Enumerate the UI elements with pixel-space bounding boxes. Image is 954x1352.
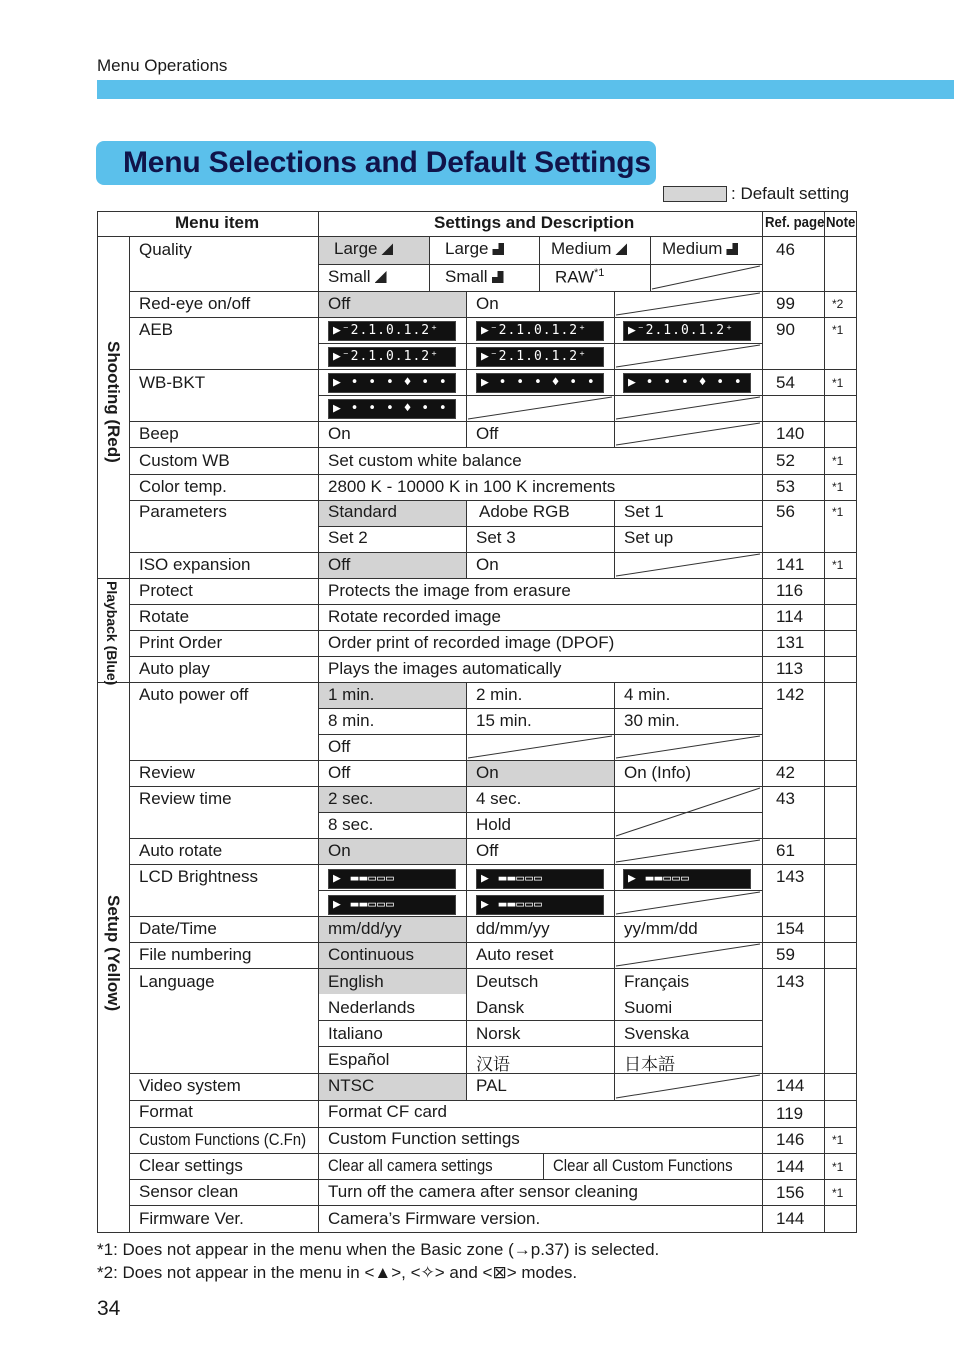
grid-line <box>539 236 540 292</box>
grid-line <box>466 552 467 579</box>
option: PAL <box>476 1076 507 1095</box>
lcd-display-icon <box>476 321 604 341</box>
option: Set 2 <box>328 528 368 547</box>
grid-line <box>466 317 467 370</box>
language-option: Français <box>624 972 690 991</box>
grid-line <box>466 838 467 865</box>
unused-cell-slash <box>466 395 614 421</box>
lcd-text: ▶ ▬▬▭▭▭ <box>333 871 395 886</box>
grid-line <box>466 916 467 943</box>
note-mark: *2 <box>832 297 844 311</box>
grid-line <box>466 968 467 1074</box>
lcd-text: ▶ ▬▬▭▭▭ <box>333 897 395 912</box>
option: yy/mm/dd <box>624 919 698 938</box>
option: Continuous <box>328 945 415 964</box>
unused-cell-slash <box>614 291 762 317</box>
option-medium: Medium <box>551 239 627 259</box>
portrait-mode-icon: ▲ <box>374 1263 392 1282</box>
group-playback: Playback (Blue) <box>104 581 120 686</box>
lcd-text: ▶⁻2.1.0.1.2⁺ <box>333 349 439 364</box>
option: On <box>476 294 499 313</box>
description: Camera’s Firmware version. <box>328 1209 541 1228</box>
unused-cell-slash <box>614 942 762 968</box>
option: Set 3 <box>476 528 516 547</box>
grid-line <box>129 1205 857 1206</box>
grid-line <box>318 1020 763 1021</box>
lcd-display-icon <box>623 869 751 889</box>
lcd-text: ▶ ▬▬▭▭▭ <box>481 897 543 912</box>
unused-cell-slash <box>650 264 762 291</box>
ref-page: 116 <box>776 581 804 600</box>
lcd-display-icon <box>476 869 604 889</box>
menu-item-label: AEB <box>139 320 174 339</box>
menu-item-label: WB-BKT <box>139 373 206 392</box>
grid-line <box>129 369 857 370</box>
option: Clear all camera settings <box>328 1156 493 1175</box>
ref-page: 46 <box>776 240 795 259</box>
ref-page: 113 <box>776 659 804 678</box>
grid-line <box>614 760 615 787</box>
grid-line <box>824 211 825 1233</box>
option: On <box>328 424 351 443</box>
ref-page: 53 <box>776 477 795 496</box>
option: On (Info) <box>624 763 692 782</box>
option: Off <box>328 555 351 574</box>
option: Off <box>476 424 499 443</box>
grid-line <box>129 236 130 1233</box>
unused-cell-slash <box>614 343 762 369</box>
menu-item-label: Quality <box>139 240 192 259</box>
grid-line <box>129 447 857 448</box>
ref-page: 59 <box>776 945 795 964</box>
grid-line <box>318 211 319 1233</box>
description: Set custom white balance <box>328 451 522 470</box>
lcd-text: ▶ ▬▬▭▭▭ <box>481 871 543 886</box>
option: 8 min. <box>328 711 375 730</box>
ref-page: 42 <box>776 763 795 782</box>
description: Order print of recorded image (DPOF) <box>328 633 615 652</box>
grid-line <box>129 916 857 917</box>
ref-page: 146 <box>776 1130 805 1149</box>
grid-line <box>129 1100 857 1101</box>
note-mark: *1 <box>832 1186 844 1200</box>
ref-page: 99 <box>776 294 795 313</box>
note-mark: *1 <box>832 480 844 494</box>
option: 2 sec. <box>328 789 374 808</box>
option: 4 min. <box>624 685 671 704</box>
ref-page: 43 <box>776 789 795 808</box>
menu-item-label: Video system <box>139 1076 241 1095</box>
grid-line <box>129 760 857 761</box>
footnote-1: *1: Does not appear in the menu when the Basic zone (→p.37) is selected. <box>97 1240 660 1259</box>
lcd-display-icon <box>328 373 466 393</box>
grid-line <box>318 708 763 709</box>
menu-item-label: Date/Time <box>139 919 217 938</box>
language-option: 日本語 <box>624 1055 675 1074</box>
grid-line <box>856 211 857 1233</box>
ref-page: 54 <box>776 373 795 392</box>
description: 2800 K - 10000 K in 100 K increments <box>328 477 616 496</box>
footnote-2: *2: Does not appear in the menu in <▲>, <✧> and <⊠> modes. <box>97 1263 578 1282</box>
grid-line <box>466 1073 467 1101</box>
ref-page: 119 <box>776 1104 804 1123</box>
grid-line <box>466 500 467 553</box>
menu-item-label: Review time <box>139 789 232 808</box>
option-raw: RAW$^{*1}$ <box>555 267 605 287</box>
ref-page: 90 <box>776 320 795 339</box>
menu-item-label: LCD Brightness <box>139 867 259 886</box>
menu-item-label: Review <box>139 763 195 782</box>
lcd-text: ▶⁻2.1.0.1.2⁺ <box>628 323 734 338</box>
language-option: Nederlands <box>328 998 415 1017</box>
grid-line <box>129 474 857 475</box>
language-option: Dansk <box>476 998 525 1017</box>
note-mark: *1 <box>832 1133 844 1147</box>
option: Set 1 <box>624 502 664 521</box>
unused-cell-slash <box>614 838 762 864</box>
option: 30 min. <box>624 711 680 730</box>
ref-page: 144 <box>776 1209 805 1228</box>
option: Adobe RGB <box>479 502 570 521</box>
option-small: Small <box>445 267 504 287</box>
description: Rotate recorded image <box>328 607 501 626</box>
header-menu-item: Menu item <box>175 213 260 232</box>
grid-line <box>429 236 430 292</box>
grid-line <box>129 682 857 683</box>
ref-page: 52 <box>776 451 795 470</box>
grid-line <box>614 968 615 1074</box>
option: Off <box>328 737 351 756</box>
option: 2 min. <box>476 685 523 704</box>
description: Format CF card <box>328 1102 448 1121</box>
lcd-text: ▶ • • • ♦ • • • <box>333 375 466 390</box>
lcd-text: ▶⁻2.1.0.1.2⁺ <box>481 323 587 338</box>
description: Plays the images automatically <box>328 659 562 678</box>
grid-line <box>129 864 857 865</box>
lcd-display-icon <box>328 347 456 367</box>
option: On <box>328 841 351 860</box>
menu-item-label: Firmware Ver. <box>139 1209 244 1228</box>
option: 1 min. <box>328 685 375 704</box>
grid-line <box>129 630 857 631</box>
option: Off <box>328 763 351 782</box>
menu-item-label: Custom WB <box>139 451 230 470</box>
ref-page: 144 <box>776 1076 805 1095</box>
note-mark: *1 <box>832 505 844 519</box>
option-medium: Medium <box>662 239 738 259</box>
unused-cell-slash <box>614 552 762 578</box>
menu-item-label: Clear settings <box>139 1156 243 1175</box>
lcd-display-icon <box>328 869 456 889</box>
grid-line <box>762 395 857 396</box>
grid-line <box>129 656 857 657</box>
ref-page: 154 <box>776 919 805 938</box>
unused-cell-slash <box>614 890 762 916</box>
ref-page: 140 <box>776 424 805 443</box>
grid-line <box>318 526 763 527</box>
option: 8 sec. <box>328 815 374 834</box>
option: Off <box>476 841 499 860</box>
default-legend <box>663 184 849 204</box>
lcd-display-icon <box>328 321 456 341</box>
grid-line <box>97 236 857 237</box>
description: Custom Function settings <box>328 1129 520 1148</box>
group-shooting: Shooting (Red) <box>104 341 123 463</box>
description: Turn off the camera after sensor cleaning <box>328 1182 638 1201</box>
option-large: Large <box>445 239 504 259</box>
grid-line <box>129 578 857 579</box>
lcd-display-icon <box>623 373 761 393</box>
grid-line <box>466 421 467 448</box>
lcd-text: ▶ • • • ♦ • • • <box>481 375 614 390</box>
menu-item-label: Format <box>139 1102 193 1121</box>
menu-item-label: Beep <box>139 424 179 443</box>
grid-line <box>97 211 857 212</box>
note-mark: *1 <box>832 376 844 390</box>
lcd-display-icon <box>328 399 466 419</box>
lcd-display-icon <box>328 895 456 915</box>
option-small: Small <box>328 267 387 287</box>
language-option: Suomi <box>624 998 673 1017</box>
note-mark: *1 <box>832 323 844 337</box>
header-note: Note <box>826 214 856 231</box>
option: On <box>476 763 499 782</box>
menu-item-label: Print Order <box>139 633 223 652</box>
option: 15 min. <box>476 711 532 730</box>
lcd-text: ▶⁻2.1.0.1.2⁺ <box>481 349 587 364</box>
menu-item-label: Language <box>139 972 215 991</box>
grid-line <box>466 942 467 969</box>
page-title: Menu Selections and Default Settings <box>123 146 651 179</box>
ref-page: 131 <box>776 633 805 652</box>
option: mm/dd/yy <box>328 919 402 938</box>
grid-line <box>129 500 857 501</box>
option: Off <box>328 294 351 313</box>
grid-line <box>466 760 467 787</box>
unused-cell-slash <box>614 1073 762 1100</box>
grid-line <box>466 786 467 839</box>
option: Auto reset <box>476 945 554 964</box>
option: On <box>476 555 499 574</box>
ref-page: 114 <box>776 607 804 626</box>
ref-page: 141 <box>776 555 805 574</box>
ref-page: 56 <box>776 502 795 521</box>
option: Set up <box>624 528 674 547</box>
note-mark: *1 <box>832 1160 844 1174</box>
header-ref-page: Ref. page <box>765 214 825 231</box>
menu-item-label: Color temp. <box>139 477 227 496</box>
unused-cell-slash <box>466 734 614 760</box>
ref-page: 144 <box>776 1157 805 1176</box>
language-option: Norsk <box>476 1024 521 1043</box>
option: 4 sec. <box>476 789 522 808</box>
lcd-display-icon <box>476 347 604 367</box>
section-label: Menu Operations <box>97 56 228 75</box>
option: Hold <box>476 815 511 834</box>
lcd-text: ▶ • • • ♦ • • • <box>628 375 761 390</box>
default-swatch <box>663 186 727 202</box>
unused-cell-slash <box>614 421 762 447</box>
menu-item-label: ISO expansion <box>139 555 251 574</box>
menu-item-label: Red-eye on/off <box>139 294 251 313</box>
menu-item-label: Parameters <box>139 502 227 521</box>
grid-line <box>466 291 467 318</box>
menu-item-label: Auto rotate <box>139 841 223 860</box>
settings-table <box>97 211 856 1232</box>
lcd-text: ▶ • • • ♦ • • • <box>333 401 466 416</box>
legend-text: : Default setting <box>731 184 850 203</box>
grid-line <box>129 1179 857 1180</box>
unused-cell-slash <box>614 786 762 838</box>
lcd-display-icon <box>476 373 614 393</box>
menu-item-label: Sensor clean <box>139 1182 239 1201</box>
language-option: English <box>328 972 384 991</box>
header-bar <box>97 80 954 99</box>
note-mark: *1 <box>832 558 844 572</box>
menu-item-label: Rotate <box>139 607 190 626</box>
ref-page: 156 <box>776 1183 805 1202</box>
grid-line <box>97 211 98 1233</box>
language-option: Español <box>328 1050 390 1069</box>
ref-page: 61 <box>776 841 795 860</box>
grid-line <box>129 604 857 605</box>
lcd-text: ▶ ▬▬▭▭▭ <box>628 871 690 886</box>
title-banner <box>96 141 656 185</box>
ref-page: 143 <box>776 972 805 991</box>
lcd-display-icon <box>476 895 604 915</box>
language-option: Italiano <box>328 1024 383 1043</box>
description: Protects the image from erasure <box>328 581 571 600</box>
note-mark: *1 <box>832 454 844 468</box>
grid-line <box>129 968 857 969</box>
flash-off-mode-icon: ⊠ <box>492 1263 507 1282</box>
option-large: Large <box>334 239 393 259</box>
option: Standard <box>328 502 397 521</box>
menu-item-label: File numbering <box>139 945 252 964</box>
ref-page: 143 <box>776 867 805 886</box>
lcd-display-icon <box>623 321 751 341</box>
grid-line <box>614 916 615 943</box>
option: NTSC <box>328 1076 375 1095</box>
grid-line <box>97 1232 857 1233</box>
unused-cell-slash <box>614 395 762 421</box>
group-setup: Setup (Yellow) <box>104 895 123 1012</box>
menu-item-label: Auto play <box>139 659 210 678</box>
language-option: 汉语 <box>476 1055 510 1074</box>
grid-line <box>614 500 615 553</box>
menu-item-label: Auto power off <box>139 685 249 704</box>
grid-line <box>129 317 857 318</box>
page-number: 34 <box>97 1297 121 1320</box>
option: Clear all Custom Functions <box>553 1156 733 1175</box>
menu-item-label: Custom Functions (C.Fn) <box>139 1130 307 1149</box>
ref-page: 142 <box>776 685 805 704</box>
header-settings: Settings and Description <box>434 213 635 232</box>
language-option: Deutsch <box>476 972 539 991</box>
language-option: Svenska <box>624 1024 690 1043</box>
menu-item-label: Protect <box>139 581 193 600</box>
grid-line <box>762 211 763 1233</box>
sports-mode-icon: ✧ <box>420 1263 435 1282</box>
lcd-text: ▶⁻2.1.0.1.2⁺ <box>333 323 439 338</box>
option: dd/mm/yy <box>476 919 550 938</box>
unused-cell-slash <box>614 734 762 760</box>
grid-line <box>129 1127 857 1128</box>
grid-line <box>543 1153 544 1180</box>
grid-line <box>129 1153 857 1154</box>
grid-line <box>318 1046 763 1047</box>
